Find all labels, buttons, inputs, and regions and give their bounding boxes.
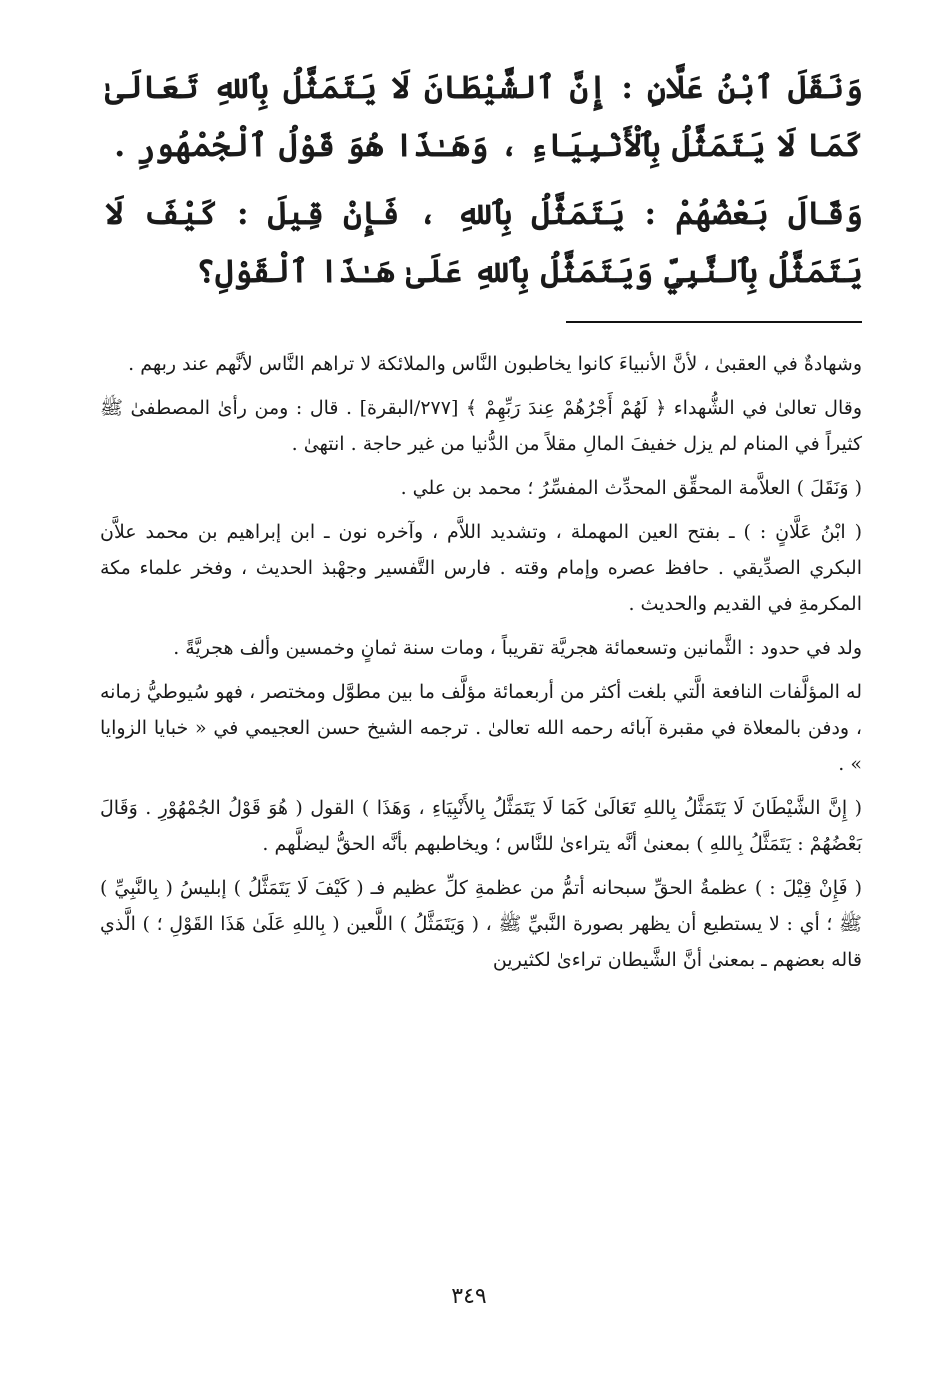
main-paragraph: وَقَالَ بَعْضُهُمْ : يَتَمَثَّلُ بِٱللهِ ، فَإِنْ قِيلَ : كَيْفَ لَا يَتَمَثَّلُ بِٱلنَّبِيِّ وَيَتَمَثَّلُ بِٱللهِ عَلَىٰ هَـٰذَا ٱلْقَوْلِ؟	[105, 194, 863, 290]
page-number: ٣٤٩	[451, 1284, 487, 1309]
commentary-block	[100, 346, 862, 986]
main-text-block	[105, 58, 863, 310]
commentary-paragraph: ولد في حدود : الثَّمانين وتسعمائة هجريَّة تقريباً ، ومات سنة ثمانٍ وخمسين وألف هجريَّةً .	[173, 637, 862, 659]
commentary-paragraph: وشهادةٌ في العقبىٰ ، لأنَّ الأنبياءَ كانوا يخاطبون النَّاس والملائكة لا تراهم النَّاس لأنَّهم عند ربهم .	[128, 353, 862, 375]
commentary-paragraph: ( إِنَّ الشَّيْطَانَ لَا يَتَمَثَّلُ بِاللهِ تَعَالَىٰ كَمَا لَا يَتَمَثَّلُ بِالأَنْبِيَاءِ ، وَهَذَا ) القول ( هُوَ قَوْلُ الجُمْهُوْرِ . وَقَالَ بَعْضُهُمْ : يَتَمَثَّلُ بِاللهِ ) بمعنىٰ أنَّه يتراءىٰ للنَّاس ؛ ويخاطبهم بأنَّه الحقُّ ليضلَّهم .	[100, 797, 862, 855]
footnote-divider	[566, 321, 862, 323]
commentary-paragraph: له المؤلَّفات النافعة الَّتي بلغت أكثر من أربعمائة مؤلَّف ما بين مطوَّل ومختصر ، فهو سُيوطيُّ زمانه ، ودفن بالمعلاة في مقبرة آبائه رحمه الله تعالىٰ . ترجمه الشيخ حسن العجيمي في « خبايا الزوايا » .	[100, 681, 862, 775]
main-paragraph: وَنَقَلَ ٱبْنُ عَلَّانٍ : إِنَّ ٱلشَّيْطَانَ لَا يَتَمَثَّلُ بِٱللهِ تَعَالَىٰ كَمَا لَا يَتَمَثَّلُ بِٱلْأَنْبِيَاءِ ، وَهَـٰذَا هُوَ قَوْلُ ٱلْجُمْهُورِ .	[105, 68, 864, 164]
commentary-paragraph: ( وَنَقَلَ ) العلاَّمة المحقِّق المحدِّث المفسِّرُ ؛ محمد بن علي .	[400, 477, 862, 499]
commentary-paragraph: ( فَإِنْ قِيْلَ : ) عظمةُ الحقِّ سبحانه أتمُّ من عظمةِ كلِّ عظيم فـ ( كَيْفَ لَا يَتَمَثَّلُ ) إبليسُ ( بِالنَّبِيِّ ) ﷺ ؛ أي : لا يستطيع أن يظهر بصورة النَّبيِّ ﷺ ، ( وَيَتَمَثَّلُ ) اللَّعين ( بِاللهِ عَلَىٰ هَذَا القَوْلِ ؛ ) الَّذي قاله بعضهم ـ بمعنىٰ أنَّ الشَّيطان تراءىٰ لكثيرين	[100, 877, 862, 971]
commentary-paragraph: وقال تعالىٰ في الشُّهداء ﴿ لَهُمْ أَجْرُهُمْ عِندَ رَبِّهِمْ ﴾ [٢٧٧/البقرة] . قال : ومن رأىٰ المصطفىٰ ﷺ كثيراً في المنام لم يزل خفيفَ المالِ مقلاً من الدُّنيا من غير حاجة . انتهىٰ .	[100, 397, 863, 455]
commentary-paragraph: ( ابْنُ عَلَّانٍ : ) ـ بفتح العين المهملة ، وتشديد اللاَّم ، وآخره نون ـ ابن إبراهيم بن محمد علاَّن البكري الصدِّيقي . حافظ عصره وإمام وقته . فارس التَّفسير وجهْبذ الحديث ، وفخر علماء مكة المكرمةِ في القديم والحديث .	[100, 521, 862, 615]
